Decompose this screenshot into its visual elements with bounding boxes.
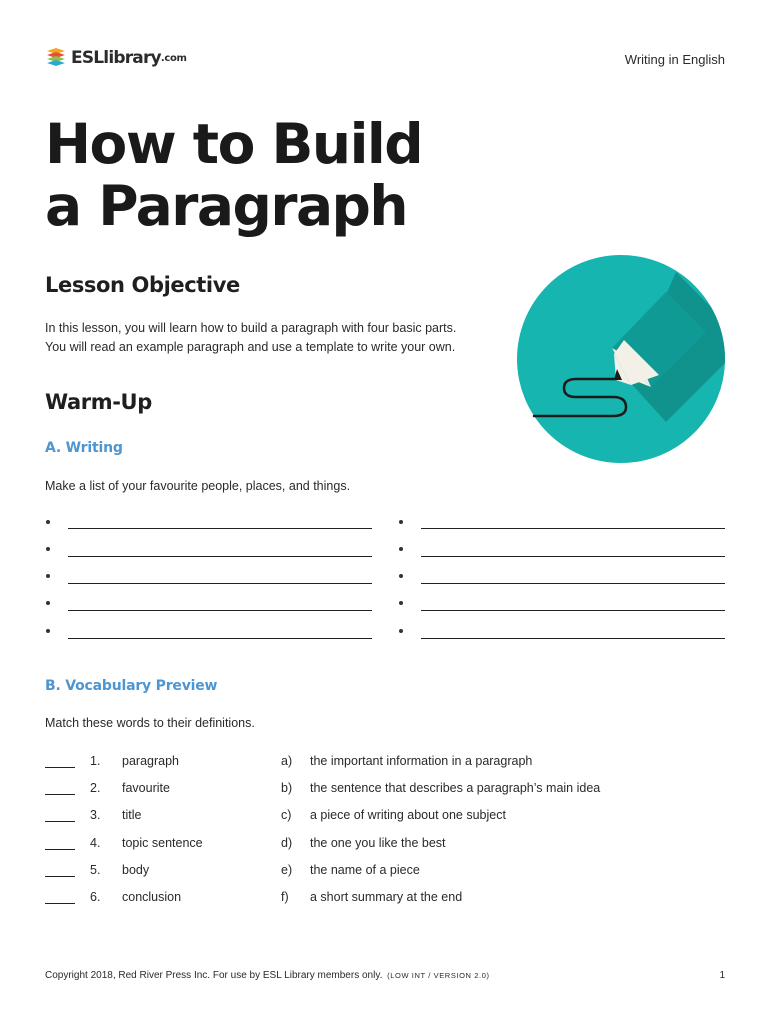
writing-line[interactable] xyxy=(68,610,372,611)
vocab-number: 1. xyxy=(90,754,101,768)
definition-letter: f) xyxy=(281,890,289,904)
vocab-number: 2. xyxy=(90,781,101,795)
writing-line[interactable] xyxy=(421,610,725,611)
warmup-heading: Warm-Up xyxy=(45,390,152,414)
vocab-number: 3. xyxy=(90,808,101,822)
page-number: 1 xyxy=(719,970,725,981)
bullet-dot xyxy=(46,547,50,551)
writing-heading: A. Writing xyxy=(45,440,123,456)
vocab-word: body xyxy=(122,863,150,877)
writing-line[interactable] xyxy=(421,528,725,529)
writing-line[interactable] xyxy=(68,556,372,557)
definition-text: a piece of writing about one subject xyxy=(310,808,506,822)
bullet-dot xyxy=(399,629,403,633)
definition-letter: e) xyxy=(281,863,293,877)
definition-text: the name of a piece xyxy=(310,863,420,877)
page-title xyxy=(45,113,505,237)
vocab-row xyxy=(45,836,725,854)
answer-blank[interactable] xyxy=(45,849,75,850)
vocab-word: conclusion xyxy=(122,890,182,904)
bullet-dot xyxy=(399,601,403,605)
vocab-word: title xyxy=(122,808,142,822)
definition-text: a short summary at the end xyxy=(310,890,463,904)
vocab-heading: B. Vocabulary Preview xyxy=(45,678,218,694)
definition-letter: d) xyxy=(281,836,293,850)
title-line-2: a Paragraph xyxy=(45,174,408,238)
vocab-word: favourite xyxy=(122,781,170,795)
logo-text: ESLlibrary xyxy=(71,48,161,68)
objective-text xyxy=(45,319,515,357)
bullet-dot xyxy=(46,574,50,578)
definition-text: the sentence that describes a paragraph’s main idea xyxy=(310,781,601,795)
objective-line-1: In this lesson, you will learn how to build a paragraph with four basic parts. xyxy=(45,321,457,335)
definition-letter: c) xyxy=(281,808,292,822)
writing-line[interactable] xyxy=(68,528,372,529)
vocab-row xyxy=(45,781,725,799)
bullet-dot xyxy=(46,601,50,605)
vocab-row xyxy=(45,890,725,908)
answer-blank[interactable] xyxy=(45,821,75,822)
vocab-row xyxy=(45,808,725,826)
bullet-dot xyxy=(399,547,403,551)
bullet-dot xyxy=(399,520,403,524)
answer-blank[interactable] xyxy=(45,903,75,904)
writing-line[interactable] xyxy=(421,583,725,584)
vocab-instruction: Match these words to their definitions. xyxy=(45,716,255,730)
definition-text: the one you like the best xyxy=(310,836,446,850)
footer-copyright xyxy=(45,970,490,981)
vocab-row xyxy=(45,754,725,772)
definition-letter: b) xyxy=(281,781,293,795)
vocab-number: 6. xyxy=(90,890,101,904)
pencil-drawing-icon xyxy=(516,252,726,466)
logo xyxy=(45,45,187,71)
writing-line[interactable] xyxy=(421,556,725,557)
title-line-1: How to Build xyxy=(45,112,423,176)
vocab-word: topic sentence xyxy=(122,836,203,850)
answer-blank[interactable] xyxy=(45,794,75,795)
vocab-number: 4. xyxy=(90,836,101,850)
logo-domain: .com xyxy=(160,52,187,64)
vocab-row xyxy=(45,863,725,881)
vocab-number: 5. xyxy=(90,863,101,877)
bullet-dot xyxy=(399,574,403,578)
writing-line[interactable] xyxy=(68,638,372,639)
writing-instruction: Make a list of your favourite people, places, and things. xyxy=(45,479,351,493)
writing-line[interactable] xyxy=(68,583,372,584)
definition-letter: a) xyxy=(281,754,293,768)
answer-blank[interactable] xyxy=(45,876,75,877)
vocab-word: paragraph xyxy=(122,754,179,768)
answer-blank[interactable] xyxy=(45,767,75,768)
objective-heading: Lesson Objective xyxy=(45,273,240,297)
copyright-text: Copyright 2018, Red River Press Inc. For use by ESL Library members only. xyxy=(45,970,383,981)
objective-line-2: You will read an example paragraph and use a template to write your own. xyxy=(45,340,456,354)
definition-text: the important information in a paragraph xyxy=(310,754,533,768)
stacked-books-logo-icon xyxy=(45,47,67,69)
section-label: Writing in English xyxy=(624,52,725,67)
bullet-dot xyxy=(46,520,50,524)
bullet-dot xyxy=(46,629,50,633)
writing-line[interactable] xyxy=(421,638,725,639)
version-label: (LOW INT / VERSION 2.0) xyxy=(387,971,490,980)
